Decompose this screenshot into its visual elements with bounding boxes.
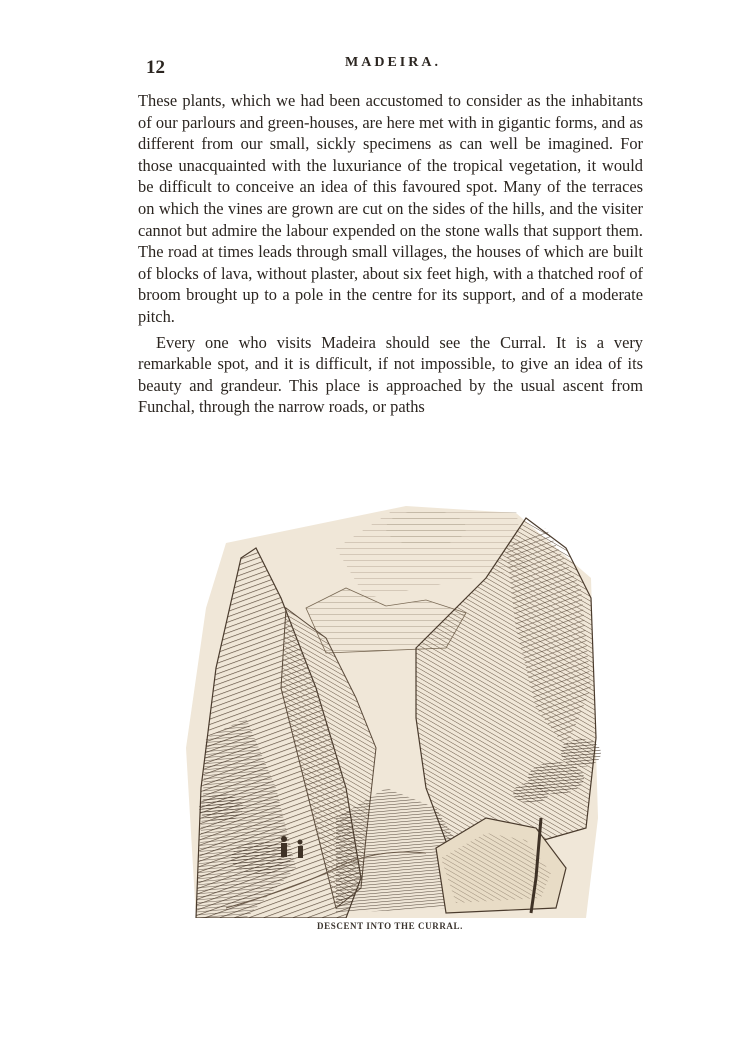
paragraph-2: Every one who visits Madeira should see the Curral. It is a very remarkable spot, and it is difficult, if not impossible, to give an idea of its beauty and grandeur. This place is approached by the usual ascent from Funchal, through the narrow roads, or paths: [138, 332, 643, 417]
paragraph-1: These plants, which we had been accustomed to consider as the inhabitants of our parlours and green-houses, are here met with in gigantic forms, and as different from our small, sickly specimens as can well be imagined. For those unacquainted with the luxuriance of the tropical vegetation, it would be difficult to conceive an idea of this favoured spot. Many of the terraces on which the vines are grown are cut on the sides of the hills, and the visiter cannot but admire the labour expended on the stone walls that support them. The road at times leads through small villages, the houses of which are built of blocks of lava, without plaster, about six feet high, with a thatched roof of broom brought up to a pole in the centre for its support, and of a moderate pitch.: [138, 91, 643, 326]
page-header: [138, 55, 648, 79]
body-text: [138, 90, 643, 418]
illustration-plate: [186, 488, 606, 918]
illustration-caption: DESCENT INTO THE CURRAL.: [317, 921, 463, 931]
page-number: 12: [146, 57, 165, 78]
engraving-mountain-gorge-icon: [186, 488, 606, 918]
running-title: MADEIRA.: [345, 55, 441, 70]
